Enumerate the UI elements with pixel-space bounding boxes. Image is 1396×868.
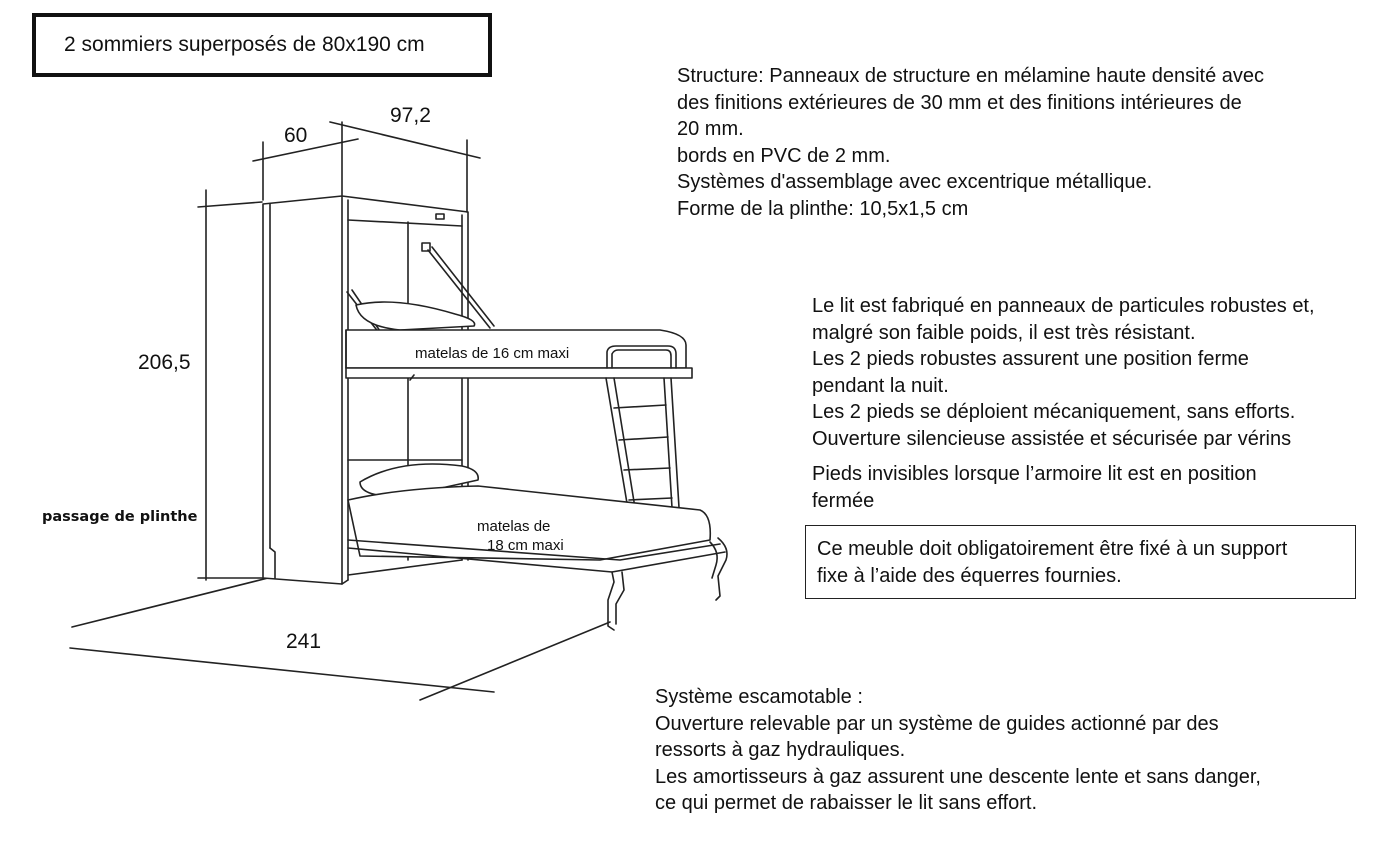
- bed-line: Le lit est fabriqué en panneaux de particules robustes et,: [812, 295, 1315, 317]
- length-dimension-label: 241: [286, 630, 322, 653]
- lower-mattress-label-line1: matelas de: [477, 518, 551, 535]
- height-dimension-label: 206,5: [138, 351, 191, 374]
- cabinet-bottom: [348, 560, 462, 575]
- cabinet-side-panel: [263, 196, 342, 584]
- system-line: ressorts à gaz hydrauliques.: [655, 739, 906, 761]
- height-extension-top: [198, 202, 262, 207]
- structure-line: Systèmes d'assemblage avec excentrique métallique.: [677, 171, 1153, 193]
- structure-paragraph: [677, 63, 1264, 222]
- system-line: Ouverture relevable par un système de guides actionné par des: [655, 712, 1219, 735]
- lower-mattress-label-line2: 18 cm maxi: [487, 537, 564, 554]
- length-extension-right: [420, 622, 610, 700]
- feet-line: Pieds invisibles lorsque l’armoire lit est en position: [812, 463, 1257, 485]
- bed-line: malgré son faible poids, il est très résistant.: [812, 321, 1196, 344]
- bed-paragraph: [812, 293, 1315, 452]
- ladder-rung: [619, 437, 668, 440]
- bed-line: Les 2 pieds se déploient mécaniquement, sans efforts.: [812, 401, 1296, 423]
- length-dimension-line: [70, 648, 494, 692]
- fixing-note-line: fixe à l’aide des équerres fournies.: [817, 565, 1122, 587]
- structure-line: bords en PVC de 2 mm.: [677, 144, 891, 167]
- front-foot-left: [608, 572, 614, 630]
- title-text: 2 sommiers superposés de 80x190 cm: [64, 33, 425, 56]
- length-extension-left: [72, 578, 268, 627]
- system-line: Système escamotable :: [655, 686, 863, 708]
- fixing-note-line: Ce meuble doit obligatoirement être fixé à un support: [817, 538, 1288, 560]
- depth-dimension-label: 60: [284, 124, 308, 147]
- structure-line: des finitions extérieures de 30 mm et des finitions intérieures de: [677, 91, 1242, 114]
- structure-line: Structure: Panneaux de structure en mélamine haute densité avec: [677, 65, 1265, 87]
- ladder-rung: [614, 405, 666, 408]
- upper-mattress-label: matelas de 16 cm maxi: [415, 345, 570, 362]
- bed-line: Les 2 pieds robustes assurent une position ferme: [812, 348, 1249, 370]
- structure-line: 20 mm.: [677, 118, 744, 140]
- structure-line: Forme de la plinthe: 10,5x1,5 cm: [677, 197, 969, 220]
- feet-line: fermée: [812, 489, 875, 512]
- feet-paragraph: [812, 461, 1257, 514]
- system-line: Les amortisseurs à gaz assurent une descente lente et sans danger,: [655, 765, 1261, 788]
- ladder-rung: [629, 498, 672, 500]
- front-foot-right: [716, 538, 727, 600]
- ladder-rung: [624, 468, 670, 470]
- bed-line: pendant la nuit.: [812, 374, 949, 397]
- upper-bed-base: [346, 368, 692, 378]
- bed-line: Ouverture silencieuse assistée et sécurisée par vérins: [812, 427, 1292, 450]
- cabinet-top-inner: [348, 220, 462, 226]
- system-paragraph: [655, 684, 1261, 817]
- system-line: ce qui permet de rabaisser le lit sans effort.: [655, 792, 1038, 814]
- fixing-note-box: [805, 525, 1356, 599]
- plinth-passage-label: passage de plinthe: [42, 509, 198, 525]
- width-dimension-label: 97,2: [390, 104, 431, 127]
